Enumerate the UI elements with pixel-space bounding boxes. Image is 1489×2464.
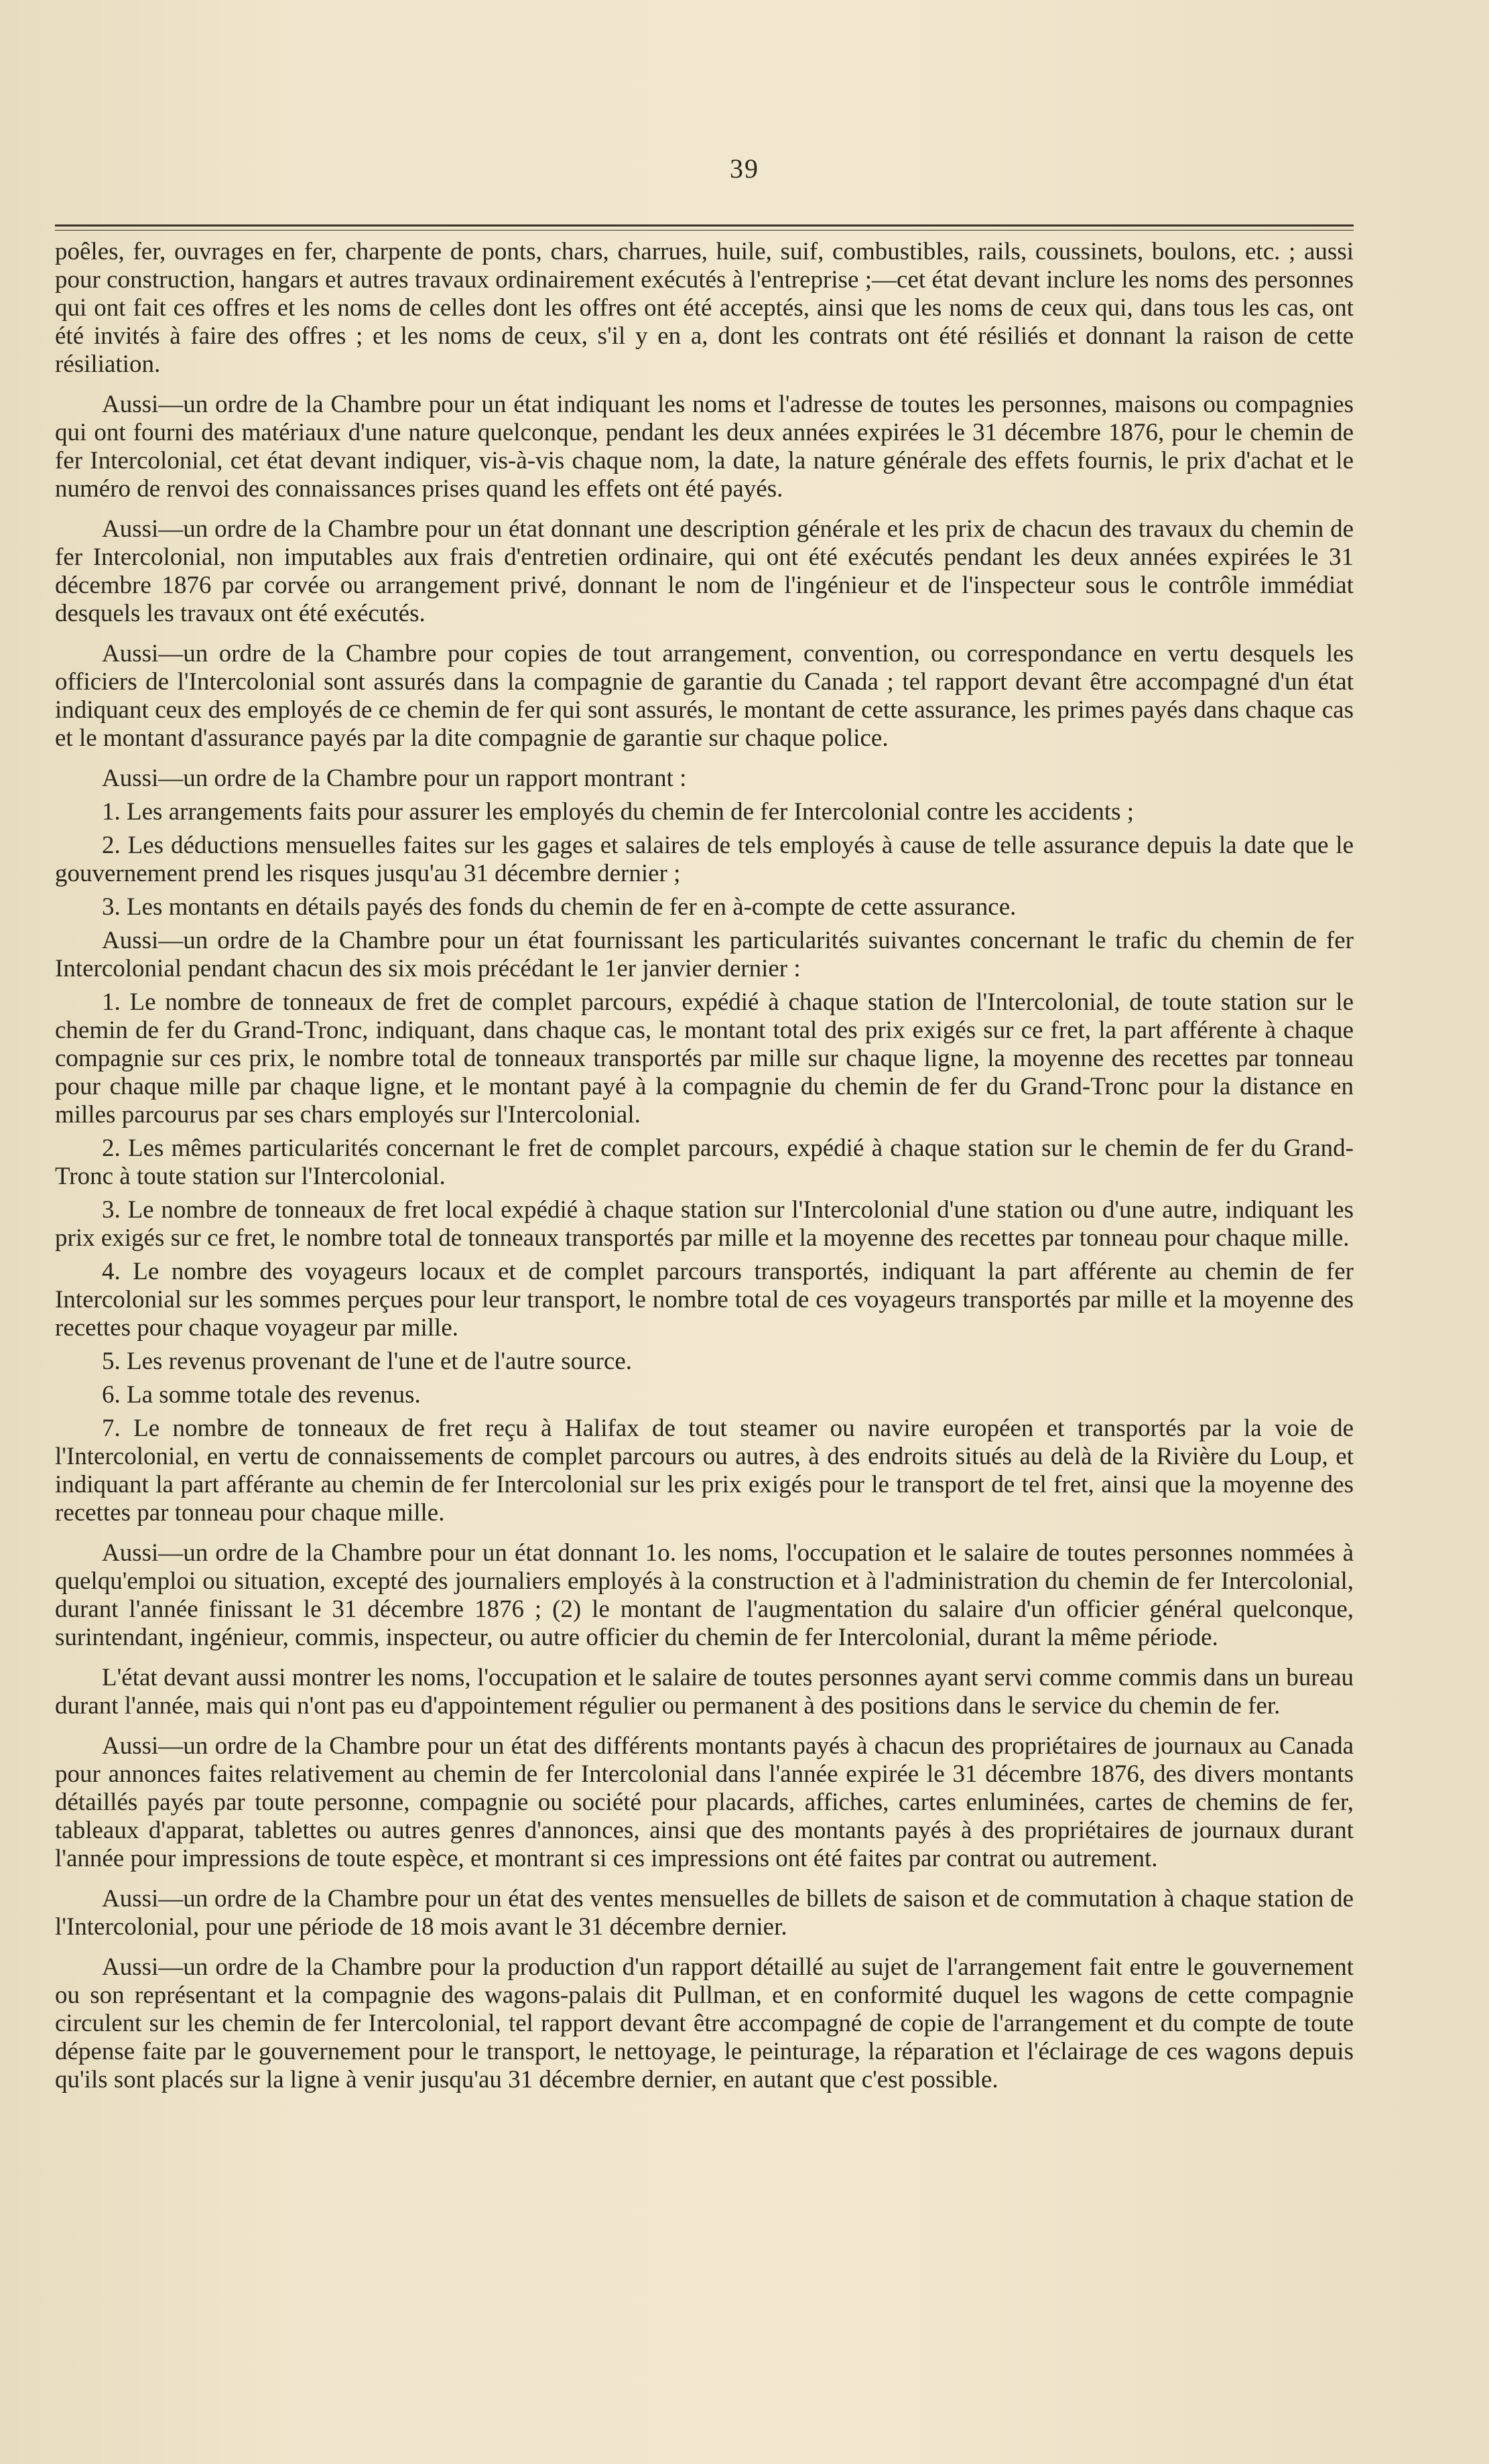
- paragraph: Aussi—un ordre de la Chambre pour la production d'un rapport détaillé au sujet de l'arrangement fait entre le gouvernement ou son représentant et la compagnie des wagons-palais dit Pullman, et en conformité duquel les wagons de cette compagnie circulent sur les chemin de fer Intercolonial, tel rapport devant être accompagné de copie de l'arrangement et du compte de toute dépense faite par le gouvernement pour le transport, le nettoyage, le peinturage, la réparation et l'éclairage de ces wagons depuis qu'ils sont placés sur la ligne à venir jusqu'au 31 décembre dernier, en autant que c'est possible.: [55, 1953, 1354, 2093]
- paragraph: Aussi—un ordre de la Chambre pour un état des différents montants payés à chacun des propriétaires de journaux au Canada pour annonces faites relativement au chemin de fer Intercolonial dans l'année expirée le 31 décembre 1876, des divers montants détaillés payés par toute personne, compagnie ou société pour placards, affiches, cartes enluminées, cartes de chemins de fer, tableaux d'apparat, tablettes ou autres genres d'annonces, ainsi que des montants payés à des propriétaires de journaux durant l'année pour impressions de toute espèce, et montrant si ces impressions ont été faites par contrat ou autrement.: [55, 1732, 1354, 1872]
- header-rule-thin: [55, 230, 1354, 231]
- list-item: 4. Le nombre des voyageurs locaux et de complet parcours transportés, indiquant la part afférente au chemin de fer Intercolonial sur les sommes perçues pour leur transport, le nombre total de ces voyageurs transportés par mille et la moyenne des recettes pour chaque voyageur par mille.: [55, 1258, 1354, 1342]
- list-item: 3. Les montants en détails payés des fonds du chemin de fer en à-compte de cette assurance.: [102, 893, 1017, 921]
- list-item: 6. La somme totale des revenus.: [102, 1381, 421, 1409]
- header-rule: [55, 224, 1354, 226]
- paragraph: Aussi—un ordre de la Chambre pour un état donnant 1o. les noms, l'occupation et le salaire de toutes personnes nommées à quelqu'emploi ou situation, excepté des journaliers employés à la construction et à l'administration du chemin de fer Intercolonial, durant l'année finissant le 31 décembre 1876 ; (2) le montant de l'augmentation du salaire d'un officier général quelconque, surintendant, ingénieur, commis, inspecteur, ou autre officier du chemin de fer Intercolonial, durant la même période.: [55, 1539, 1354, 1651]
- list-item: 2. Les mêmes particularités concernant le fret de complet parcours, expédié à chaque station sur le chemin de fer du Grand-Tronc à toute station sur l'Intercolonial.: [55, 1134, 1354, 1190]
- document-body: [55, 238, 1354, 2106]
- paragraph: poêles, fer, ouvrages en fer, charpente de ponts, chars, charrues, huile, suif, combustibles, rails, coussinets, boulons, etc. ; aussi pour construction, hangars et autres travaux ordinairement exécutés à l'entreprise ;—cet état devant inclure les noms des personnes qui ont fait ces offres et les noms de celles dont les offres ont été acceptés, ainsi que les noms de ceux qui, dans tous les cas, ont été invités à faire des offres ; et les noms de ceux, s'il y en a, dont les contrats ont été résiliés et donnant la raison de cette résiliation.: [55, 238, 1354, 378]
- paragraph: Aussi—un ordre de la Chambre pour un rapport montrant :: [102, 765, 687, 792]
- list-item: 1. Les arrangements faits pour assurer les employés du chemin de fer Intercolonial contre les accidents ;: [102, 798, 1135, 826]
- paragraph: Aussi—un ordre de la Chambre pour un état fournissant les particularités suivantes concernant le trafic du chemin de fer Intercolonial pendant chacun des six mois précédant le 1er janvier dernier :: [55, 927, 1354, 982]
- list-item: 7. Le nombre de tonneaux de fret reçu à Halifax de tout steamer ou navire européen et transportés par la voie de l'Intercolonial, en vertu de connaissements de complet parcours ou autres, à des endroits situés au delà de la Rivière du Loup, et indiquant la part afférante au chemin de fer Intercolonial sur les prix exigés pour le transport de tel fret, ainsi que la moyenne des recettes par tonneau pour chaque mille.: [55, 1415, 1354, 1527]
- list-item: 3. Le nombre de tonneaux de fret local expédié à chaque station sur l'Intercolonial d'une station ou d'une autre, indiquant les prix exigés sur ce fret, le nombre total de tonneaux transportés par mille et la moyenne des recettes par tonneau pour chaque mille.: [55, 1196, 1354, 1252]
- list-item: 2. Les déductions mensuelles faites sur les gages et salaires de tels employés à cause de telle assurance depuis la date que le gouvernement prend les risques jusqu'au 31 décembre dernier ;: [55, 832, 1354, 887]
- paragraph: Aussi—un ordre de la Chambre pour copies de tout arrangement, convention, ou correspondance en vertu desquels les officiers de l'Intercolonial sont assurés dans la compagnie de garantie du Canada ; tel rapport devant être accompagné d'un état indiquant ceux des employés de ce chemin de fer qui sont assurés, le montant de cette assurance, les primes payés dans chaque cas et le montant d'assurance payés par la dite compagnie de garantie sur chaque police.: [55, 640, 1354, 752]
- paragraph: Aussi—un ordre de la Chambre pour un état donnant une description générale et les prix de chacun des travaux du chemin de fer Intercolonial, non imputables aux frais d'entretien ordinaire, qui ont été exécutés pendant les deux années expirées le 31 décembre 1876 par corvée ou arrangement privé, donnant le nom de l'ingénieur et de l'inspecteur sous le contrôle immédiat desquels les travaux ont été exécutés.: [55, 515, 1354, 627]
- paragraph: L'état devant aussi montrer les noms, l'occupation et le salaire de toutes personnes ayant servi comme commis dans un bureau durant l'année, mais qui n'ont pas eu d'appointement régulier ou permanent à des positions dans le service du chemin de fer.: [55, 1664, 1354, 1720]
- page-number: 39: [730, 153, 759, 184]
- list-item: 1. Le nombre de tonneaux de fret de complet parcours, expédié à chaque station de l'Intercolonial, de toute station sur le chemin de fer du Grand-Tronc, indiquant, dans chaque cas, le montant total des prix exigés sur ce fret, la part afférente à chaque compagnie sur ces prix, le nombre total de tonneaux transportés par mille sur chaque ligne, la moyenne des recettes par tonneau pour chaque mille par chaque ligne, et le montant payé à la compagnie du chemin de fer du Grand-Tronc pour la distance en milles parcourus par ses chars employés sur l'Intercolonial.: [55, 988, 1354, 1128]
- paragraph: Aussi—un ordre de la Chambre pour un état des ventes mensuelles de billets de saison et de commutation à chaque station de l'Intercolonial, pour une période de 18 mois avant le 31 décembre dernier.: [55, 1885, 1354, 1941]
- list-item: 5. Les revenus provenant de l'une et de l'autre source.: [102, 1348, 633, 1375]
- paragraph: Aussi—un ordre de la Chambre pour un état indiquant les noms et l'adresse de toutes les personnes, maisons ou compagnies qui ont fourni des matériaux d'une nature quelconque, pendant les deux années expirées le 31 décembre 1876, pour le chemin de fer Intercolonial, cet état devant indiquer, vis-à-vis chaque nom, la date, la nature générale des effets fournis, le prix d'achat et le numéro de renvoi des connaissances prises quand les effets ont été payés.: [55, 391, 1354, 503]
